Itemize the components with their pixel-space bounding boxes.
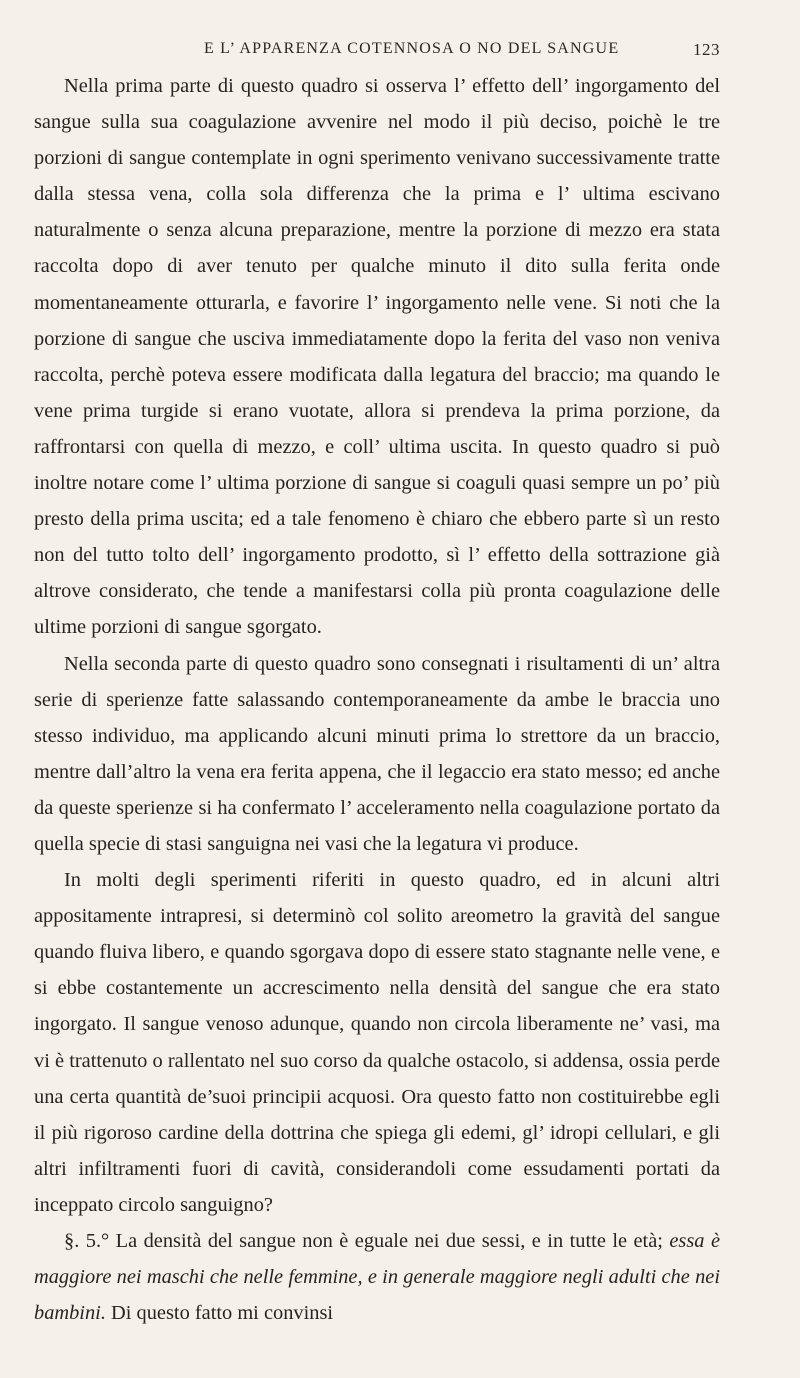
running-head-title: E L’ APPARENZA COTENNOSA O NO DEL SANGUE [204,40,620,57]
paragraph-first: Nella prima parte di questo quadro si osserva l’ effetto dell’ ingorgamento del sangue sulla sua coagulazione avvenire nel modo il più deciso, poichè le tre porzioni di sangue contemplate in ogni sperimento venivano successivamente tratte dalla stessa vena, colla sola differenza che la prima e l’ ultima escivano naturalmente o senza alcuna preparazione, mentre la porzione di mezzo era stata raccolta dopo di aver tenuto per qualche minuto il dito sulla ferita onde momentaneamente otturarla, e favorire l’ ingorgamento nelle vene. Si noti che la porzione di sangue che usciva immediatamente dopo la ferita del vaso non veniva raccolta, perchè poteva essere modificata dalla legatura del braccio; ma quando le vene prima turgide si erano vuotate, allora si prendeva la prima porzione, da raffrontarsi con quella di mezzo, e coll’ ultima uscita. In questo quadro si può inoltre notare come l’ ultima porzione di sangue si coaguli quasi sempre un po’ più presto della prima uscita; ed a tale fenomeno è chiaro che ebbero parte sì un resto non del tutto tolto dell’ ingorgamento prodotto, sì l’ effetto della sottrazione già altrove considerato, che tende a manifestarsi colla più pronta coagulazione delle ultime porzioni di sangue sgorgato. [34,75,720,639]
section-5-lead: §. 5.° La densità del sangue non è eguale nei due sessi, e in tutte le età; [64,1230,670,1252]
paragraph-second: Nella seconda parte di questo quadro sono consegnati i risultamenti di un’ altra serie di sperienze fatte salassando contemporaneamente da ambe le braccia uno stesso individuo, ma applicando alcuni minuti prima lo strettore da un braccio, mentre dall’altro la vena era ferita appena, che il legaccio era stato messo; ed anche da queste sperienze si ha confermato l’ acceleramento nella coagulazione portato da quella specie di stasi sanguigna nei vasi che la legatura vi produce. [34,652,720,855]
section-5-italic-statement: essa è maggiore nei maschi che nelle femmine, e in generale maggiore negli adulti che nei bambini. [34,1230,720,1325]
page-number: 123 [693,40,720,59]
paragraph-section-5 [34,1223,720,1331]
body-text [34,68,720,1331]
running-head [204,40,720,66]
section-5-tail: Di questo fatto mi convinsi [105,1302,334,1325]
paragraph-third: In molti degli sperimenti riferiti in questo quadro, ed in alcuni altri appositamente intrapresi, si determinò col solito areometro la gravità del sangue quando fluiva libero, e quando sgorgava dopo di essere stato stagnante nelle vene, e si ebbe costantemente un accrescimento nella densità del sangue che era stato ingorgato. Il sangue venoso adunque, quando non circola liberamente ne’ vasi, ma vi è trattenuto o rallentato nel suo corso da qualche ostacolo, si addensa, ossia perde una certa quantità de’suoi principii acquosi. Ora questo fatto non costituirebbe egli il più rigoroso cardine della dottrina che spiega gli edemi, gl’ idropi cellulari, e gli altri infiltramenti fuori di cavità, considerandoli come essudamenti portati da inceppato circolo sanguigno? [34,869,720,1216]
